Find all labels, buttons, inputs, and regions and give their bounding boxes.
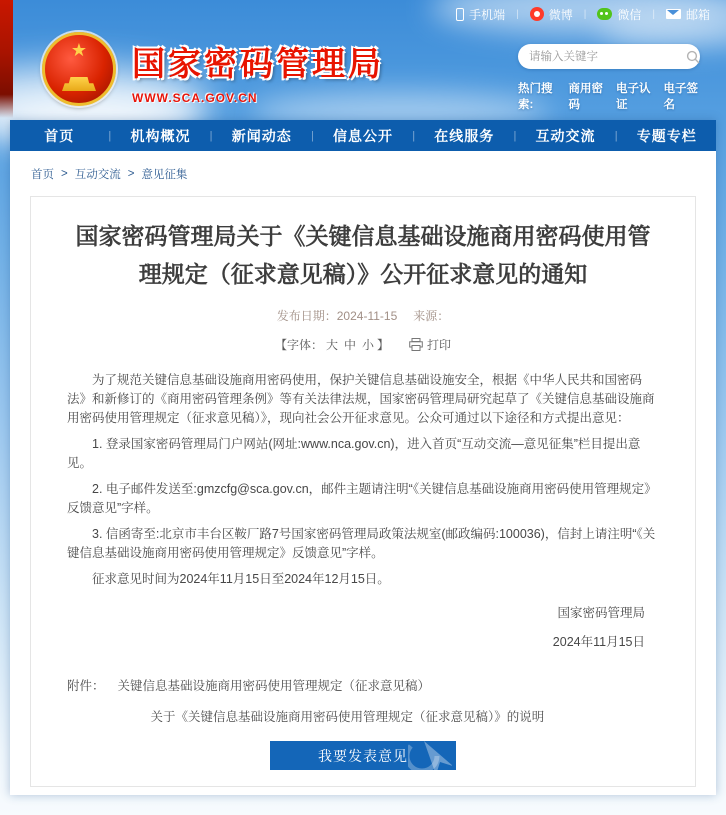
article-box — [30, 196, 696, 787]
weibo-label: 微博 — [548, 7, 573, 22]
breadcrumb-separator: > — [127, 168, 135, 180]
breadcrumb-current: 意见征集 — [141, 169, 188, 181]
print-button[interactable] — [409, 336, 451, 353]
paragraph: 2. 电子邮件发送至:gmzcfg@sca.gov.cn，邮件主题请注明“《关键信息基础设施商用密码使用管理规定》反馈意见”字样。 — [67, 482, 657, 515]
nav-separator: | — [614, 129, 618, 142]
nav-item-news[interactable]: 新闻动态 — [231, 127, 292, 144]
font-size-medium[interactable]: 中 — [343, 338, 356, 352]
article-content — [67, 371, 659, 589]
article-title: 国家密码管理局关于《关键信息基础设施商用密码使用管理规定（征求意见稿）》公开征求意见的通知 — [75, 223, 651, 287]
search-icon[interactable] — [685, 49, 701, 65]
mobile-site-label: 手机端 — [469, 7, 506, 22]
font-size-prefix: 【字体： — [274, 338, 323, 352]
nav-separator: | — [513, 129, 517, 142]
site-header — [10, 28, 716, 120]
breadcrumb-home[interactable]: 首页 — [31, 169, 54, 181]
weibo-link[interactable] — [530, 6, 573, 23]
nav-item-topics[interactable]: 专题专栏 — [636, 127, 697, 144]
source-label: 来源： — [413, 309, 450, 323]
wechat-label: 微信 — [617, 7, 642, 22]
site-logo[interactable] — [42, 32, 384, 106]
paragraph: 为了规范关键信息基础设施商用密码使用，保护关键信息基础设施安全，根据《中华人民共和国密码法》和新修订的《商用密码管理条例》等有关法律法规，国家密码管理局研究起草了《关键信息基础设施商用密码使用管理规定（征求意见稿）》，现向社会公开征求意见。公众可通过以下途径和方式提出意见： — [67, 373, 655, 425]
hot-search-item[interactable]: 商用密码 — [568, 83, 604, 111]
top-utility-bar — [0, 0, 726, 28]
nav-separator: | — [310, 129, 314, 142]
signature-block — [67, 603, 659, 650]
main-navigation — [10, 120, 716, 151]
mail-link[interactable] — [666, 6, 710, 23]
paragraph: 3. 信函寄至:北京市丰台区鞍厂路7号国家密码管理局政策法规室(邮政编码:100036)，信封上请注明“《关键信息基础设施商用密码使用管理规定》反馈意见”字样。 — [67, 527, 656, 560]
national-emblem-icon — [42, 32, 116, 106]
article-meta — [67, 307, 659, 324]
phone-icon — [456, 8, 464, 21]
font-size-row — [67, 336, 659, 353]
nav-separator: | — [209, 129, 213, 142]
nav-separator: | — [412, 129, 416, 142]
paragraph: 1. 登录国家密码管理局门户网站(网址:www.nca.gov.cn)，进入首页“互动交流—意见征集”栏目提出意见。 — [67, 437, 641, 470]
attachment-link[interactable]: 关键信息基础设施商用密码使用管理规定（征求意见稿） — [117, 679, 431, 693]
printer-icon — [409, 338, 423, 351]
submit-comment-button[interactable] — [270, 741, 456, 770]
font-size-suffix: 】 — [377, 338, 390, 352]
breadcrumb-interaction[interactable]: 互动交流 — [74, 169, 121, 181]
publish-date-label: 发布日期： — [276, 309, 337, 323]
hot-search-item[interactable]: 电子认证 — [616, 83, 651, 111]
hot-search-item[interactable]: 电子签名 — [663, 83, 698, 111]
site-url: WWW.SCA.GOV.CN — [132, 91, 258, 105]
nav-item-disclosure[interactable]: 信息公开 — [333, 127, 393, 144]
submit-comment-label: 我要发表意见 — [318, 747, 408, 764]
wechat-icon — [597, 8, 612, 20]
attachments-section — [67, 676, 659, 725]
search-box — [518, 44, 700, 69]
hot-search-row — [518, 80, 700, 112]
star-icon: ★ — [70, 40, 88, 60]
attachments-label: 附件： — [67, 679, 105, 693]
mobile-site-link[interactable] — [456, 6, 505, 23]
signature-date: 2024年11月15日 — [552, 635, 645, 649]
mail-icon — [666, 9, 681, 19]
topbar-separator: | — [516, 8, 519, 20]
search-input[interactable] — [527, 50, 685, 64]
breadcrumb — [10, 151, 716, 194]
publish-date: 2024-11-15 — [336, 309, 398, 323]
attachment-link[interactable]: 关于《关键信息基础设施商用密码使用管理规定（征求意见稿）》的说明 — [150, 710, 545, 724]
topbar-separator: | — [652, 8, 655, 20]
search-area — [518, 44, 700, 112]
topbar-separator: | — [583, 8, 587, 20]
page-container — [10, 120, 716, 795]
nav-item-services[interactable]: 在线服务 — [434, 127, 495, 144]
mail-label: 邮箱 — [685, 7, 710, 22]
print-label: 打印 — [427, 338, 452, 352]
signature-org: 国家密码管理局 — [557, 606, 645, 620]
font-size-small[interactable]: 小 — [362, 338, 375, 352]
wechat-link[interactable] — [597, 6, 641, 23]
gate-icon — [62, 77, 96, 91]
nav-item-overview[interactable]: 机构概况 — [130, 127, 191, 144]
paragraph: 征求意见时间为2024年11月15日至2024年12月15日。 — [92, 572, 390, 586]
weibo-icon — [530, 7, 544, 21]
hot-search-label: 热门搜索: — [518, 83, 553, 111]
site-title: 国家密码管理局 — [132, 45, 384, 82]
nav-separator: | — [108, 129, 112, 142]
nav-item-home[interactable]: 首页 — [44, 127, 75, 144]
cursor-icon — [408, 741, 452, 770]
nav-item-interaction[interactable]: 互动交流 — [535, 127, 596, 144]
font-size-large[interactable]: 大 — [325, 338, 338, 352]
breadcrumb-separator: > — [61, 168, 68, 180]
